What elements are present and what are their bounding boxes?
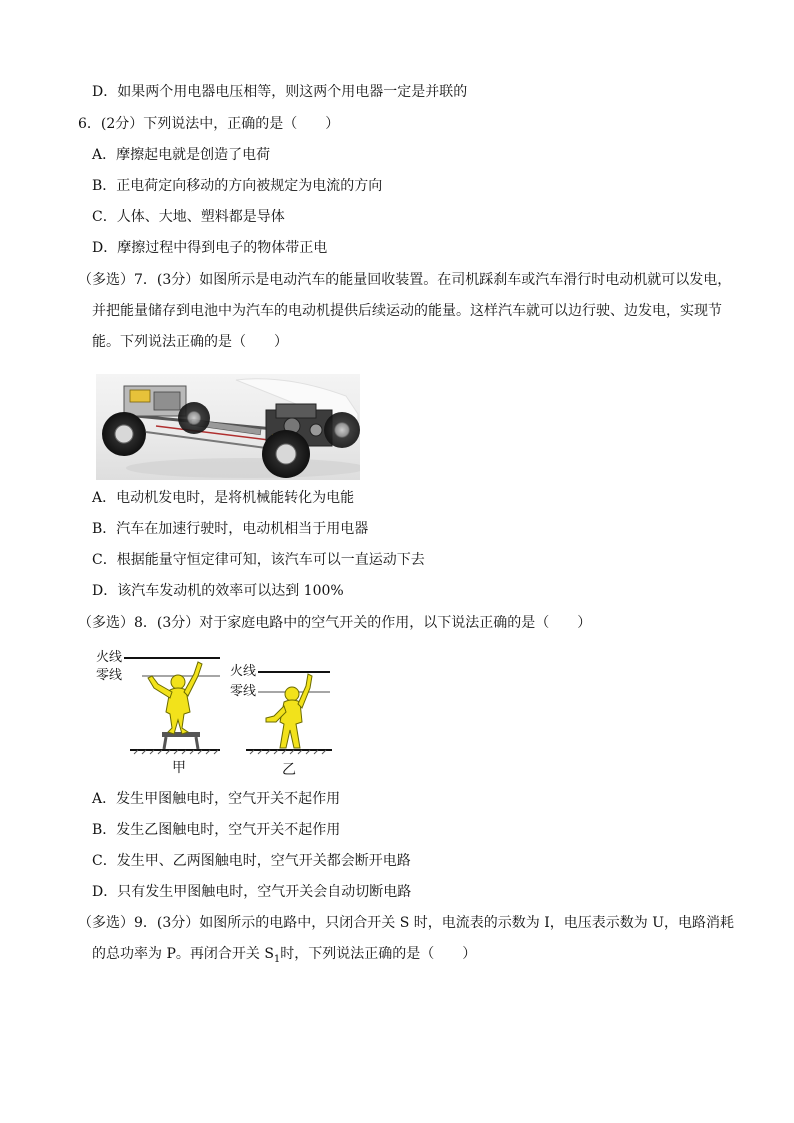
q6-option-a: A．摩擦起电就是创造了电荷 xyxy=(92,147,271,163)
q7-stem-line-1: （多选）7．(3分）如图所示是电动汽车的能量回收装置。在司机踩刹车或汽车滑行时电动机就可以发电， xyxy=(78,272,732,288)
q6-option-c: C．人体、大地、塑料都是导体 xyxy=(92,209,285,225)
q9-stem-line-2-a: 的总功率为 P。再闭合开关 S xyxy=(92,946,274,962)
q8-option-d: D．只有发生甲图触电时，空气开关会自动切断电路 xyxy=(92,884,412,900)
q8-option-a: A．发生甲图触电时，空气开关不起作用 xyxy=(92,791,341,807)
q6-stem: 6．(2分）下列说法中，正确的是（ ） xyxy=(78,116,340,132)
figure-left-live-label: 火线 xyxy=(96,650,123,665)
q8-option-c: C．发生甲、乙两图触电时，空气开关都会断开电路 xyxy=(92,853,411,869)
ev-chassis-drawing xyxy=(96,374,360,480)
person-left-icon xyxy=(148,662,202,734)
q7-option-b: B．汽车在加速行驶时，电动机相当于用电器 xyxy=(92,521,369,537)
figure-left-neutral-label: 零线 xyxy=(96,668,123,683)
q8-option-b: B．发生乙图触电时，空气开关不起作用 xyxy=(92,822,341,838)
q9-stem-line-2 xyxy=(92,944,476,970)
q7-option-c: C．根据能量守恒定律可知，该汽车可以一直运动下去 xyxy=(92,552,425,568)
q9-subscript: 1 xyxy=(273,953,281,965)
ev-chassis-image xyxy=(96,374,360,480)
q6-option-d: D．摩擦过程中得到电子的物体带正电 xyxy=(92,240,328,256)
figure-label-yi: 乙 xyxy=(282,762,296,778)
q7-stem-line-3: 能。下列说法正确的是（ ） xyxy=(92,334,288,350)
q7-option-a: A．电动机发电时，是将机械能转化为电能 xyxy=(92,490,355,506)
electric-shock-figure xyxy=(96,646,336,784)
person-right-icon xyxy=(266,674,312,748)
q6-option-b: B．正电荷定向移动的方向被规定为电流的方向 xyxy=(92,178,383,194)
electric-shock-drawing xyxy=(96,646,336,784)
figure-right-live-label: 火线 xyxy=(230,664,257,679)
figure-label-jia: 甲 xyxy=(172,760,186,776)
figure-right-neutral-label: 零线 xyxy=(230,684,257,699)
q8-stem: （多选）8．(3分）对于家庭电路中的空气开关的作用，以下说法正确的是（ ） xyxy=(78,615,592,631)
q9-stem-line-1: （多选）9．(3分）如图所示的电路中，只闭合开关 S 时，电流表的示数为 I，电压表示数为 U，电路消耗 xyxy=(78,915,734,931)
q9-stem-line-2-b: 时，下列说法正确的是（ ） xyxy=(280,946,477,962)
q7-option-d: D．该汽车发动机的效率可以达到 100% xyxy=(92,583,344,599)
q7-stem-line-2: 并把能量储存到电池中为汽车的电动机提供后续运动的能量。这样汽车就可以边行驶、边发电，实现节 xyxy=(92,303,722,319)
q5-option-d: D．如果两个用电器电压相等，则这两个用电器一定是并联的 xyxy=(92,84,468,100)
